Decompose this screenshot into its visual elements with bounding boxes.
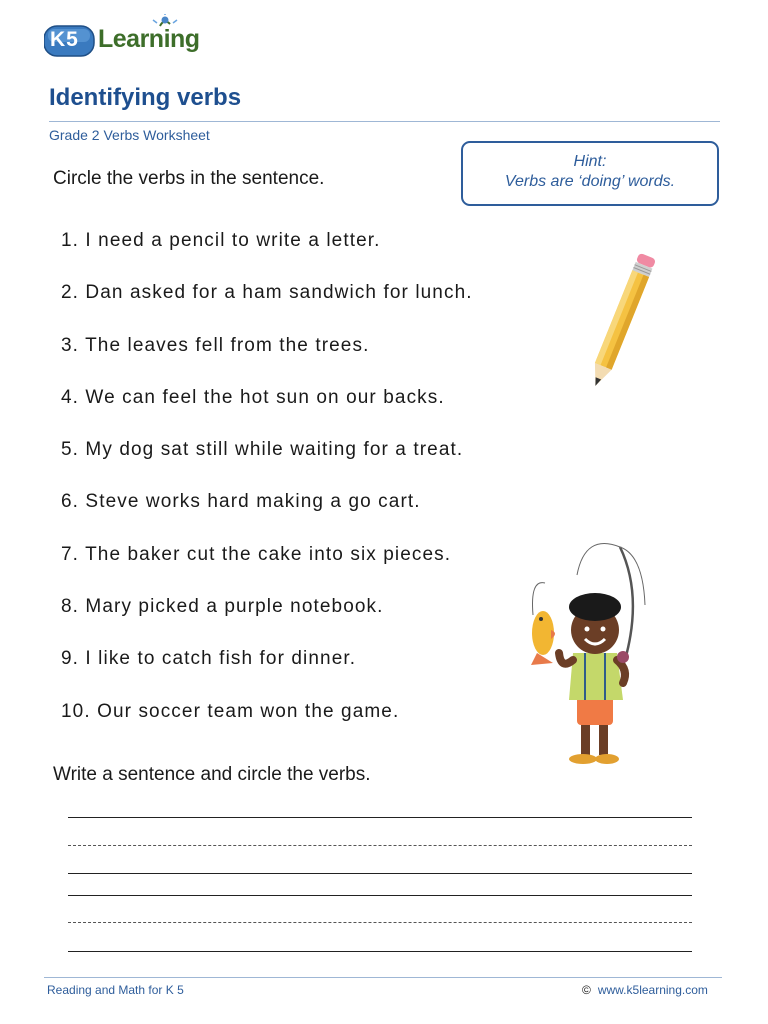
writing-line xyxy=(68,895,692,896)
sentence-item: 3. The leaves fell from the trees. xyxy=(61,334,370,356)
hint-label: Hint: xyxy=(573,153,607,170)
sentence-item: 5. My dog sat still while waiting for a treat. xyxy=(61,439,464,461)
writing-line xyxy=(68,817,692,818)
page-subtitle: Grade 2 Verbs Worksheet xyxy=(49,127,210,143)
logo-wordmark: Learning xyxy=(98,25,200,53)
writing-guide-line xyxy=(68,845,692,846)
footer-tagline: Reading and Math for K 5 xyxy=(47,983,184,997)
sentence-item: 7. The baker cut the cake into six pieces. xyxy=(61,543,452,565)
page-title: Identifying verbs xyxy=(49,84,242,111)
sentence-item: 6. Steve works hard making a go cart. xyxy=(61,491,421,513)
hint-box xyxy=(461,141,719,206)
pencil-illustration xyxy=(585,243,660,398)
footer-website[interactable] xyxy=(582,983,708,997)
footer-divider xyxy=(44,977,722,978)
writing-line xyxy=(68,873,692,874)
sentence-item: 8. Mary picked a purple notebook. xyxy=(61,596,384,618)
sentence-list xyxy=(61,228,473,751)
logo-badge: K5 xyxy=(50,28,79,51)
website-link[interactable]: www.k5learning.com xyxy=(597,983,708,997)
sentence-item: 4. We can feel the hot sun on our backs. xyxy=(61,386,445,408)
writing-line xyxy=(68,951,692,952)
sentence-item: 10. Our soccer team won the game. xyxy=(61,700,400,722)
hint-text: Verbs are ‘doing’ words. xyxy=(504,173,676,190)
copyright-symbol: © xyxy=(582,983,591,997)
sentence-item: 1. I need a pencil to write a letter. xyxy=(61,230,381,251)
writing-guide-line xyxy=(68,922,692,923)
title-divider xyxy=(49,121,720,122)
sentence-item: 9. I like to catch fish for dinner. xyxy=(61,648,357,670)
sentence-item: 2. Dan asked for a ham sandwich for lunch. xyxy=(61,282,473,304)
boy-fishing-illustration xyxy=(525,535,655,775)
write-instruction: Write a sentence and circle the verbs. xyxy=(53,764,371,785)
instruction-text: Circle the verbs in the sentence. xyxy=(53,168,325,189)
